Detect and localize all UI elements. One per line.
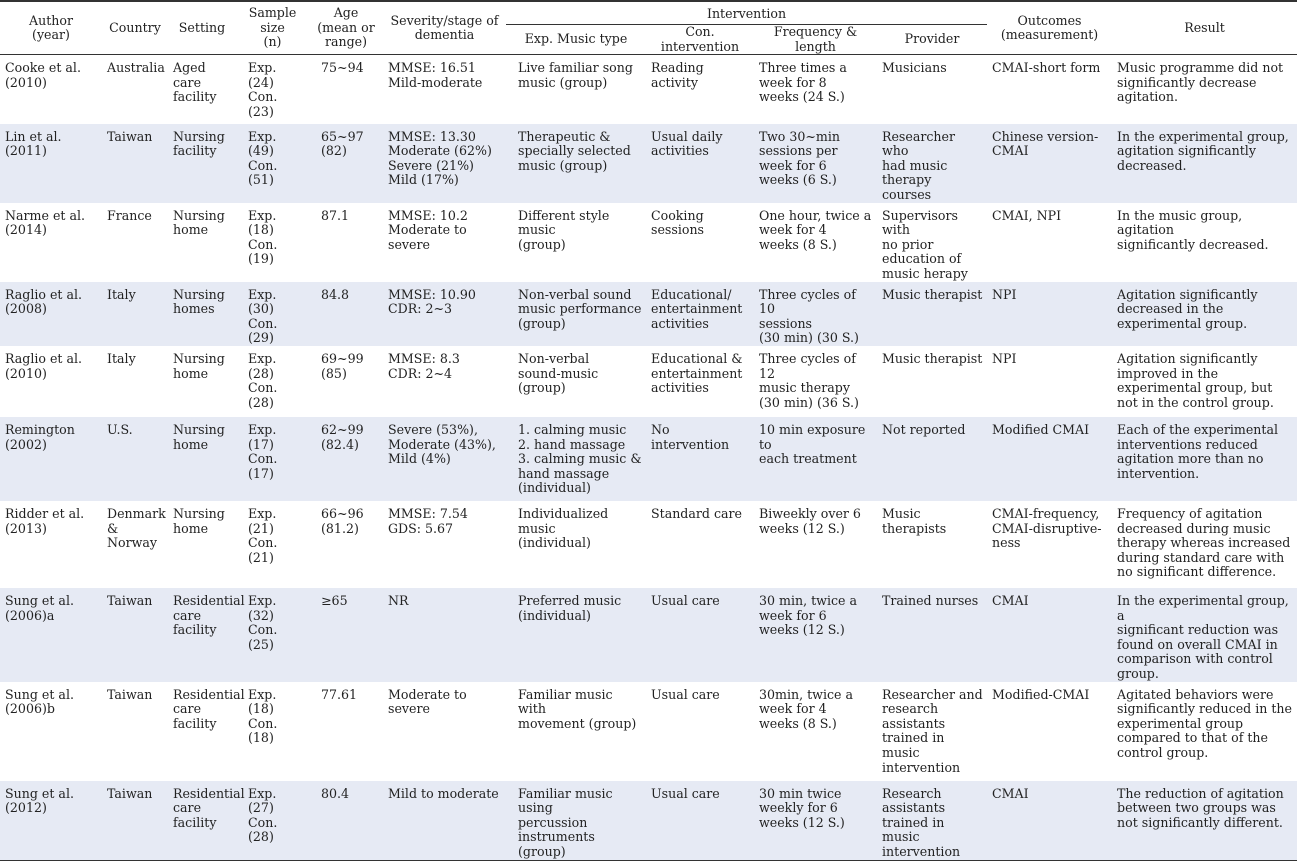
cell-country: Denmark & Norway [107, 506, 166, 551]
cell-frequency: 10 min exposure to each treatment [754, 417, 877, 501]
cell-outcomes: Chinese version- CMAI [987, 124, 1112, 203]
cell-con-intervention: Usual care [646, 588, 754, 682]
cell-con-intervention: Educational/ entertainment activities [646, 282, 754, 346]
table-row [0, 203, 1297, 282]
cell-severity: MMSE: 7.54 GDS: 5.67 [388, 506, 468, 536]
cell-country: Italy [102, 282, 168, 346]
cell-country: U.S. [102, 417, 168, 501]
cell-provider: Music therapists [882, 506, 947, 536]
cell-age: 84.8 [309, 282, 383, 346]
cell-severity: Severe (53%), Moderate (43%), Mild (4%) [383, 417, 506, 501]
header-con-intervention: Con. intervention [660, 24, 740, 54]
cell-sample-size: Exp. (28) Con. (28) [248, 351, 278, 410]
table-row [0, 781, 1297, 860]
cell-setting: Residential care facility [168, 781, 236, 860]
cell-age: ≥65 [309, 588, 383, 682]
cell-setting: Nursing home [173, 207, 225, 238]
cell-frequency: 30 min, twice a week for 6 weeks (12 S.) [754, 588, 877, 682]
cell-outcomes: CMAI, NPI [992, 207, 1062, 223]
header-country: Country [109, 19, 161, 35]
cell-provider: Music therapist [877, 282, 987, 346]
cell-country: Australia [107, 60, 165, 76]
cell-author: Sung et al. (2006)a [0, 588, 102, 682]
header-setting: Setting [178, 19, 226, 35]
cell-setting: Nursing facility [168, 124, 236, 203]
cell-author: Lin et al. (2011) [0, 124, 102, 203]
cell-result: Frequency of agitation decreased during music therapy whereas increased during standard care with no significant difference. [1117, 506, 1291, 580]
cell-provider: Research assistants trained in music intervention [877, 781, 987, 860]
cell-sample-size: Exp. (18) Con. (19) [248, 207, 278, 267]
cell-age: 69~99 (85) [321, 351, 364, 381]
cell-sample-size: Exp. (32) Con. (25) [236, 588, 309, 682]
cell-author: Remington (2002) [0, 417, 102, 501]
cell-country: Taiwan [107, 686, 153, 702]
cell-sample-size: Exp. (24) Con. (23) [248, 60, 278, 119]
cell-outcomes: CMAI [987, 588, 1112, 682]
cell-music-type: Live familiar song music (group) [518, 60, 633, 90]
cell-age: 75~94 [321, 60, 364, 76]
cell-result: In the music group, agitation significantly decreased. [1117, 207, 1269, 252]
table-row [0, 588, 1297, 682]
cell-result: Agitation significantly improved in the experimental group, but not in the control group. [1117, 351, 1274, 410]
cell-result: Each of the experimental interventions reduced agitation more than no intervention. [1112, 417, 1297, 501]
cell-provider: Researcher who had music therapy courses [877, 124, 987, 203]
cell-music-type: Preferred music (individual) [506, 588, 646, 682]
cell-sample-size: Exp. (21) Con. (21) [248, 506, 278, 565]
cell-frequency: 30min, twice a week for 4 weeks (8 S.) [759, 686, 853, 731]
cell-author: Raglio et al. (2008) [0, 282, 102, 346]
cell-severity: Moderate to severe [388, 686, 467, 717]
cell-country: Taiwan [102, 124, 168, 203]
cell-severity: MMSE: 16.51 Mild-moderate [388, 60, 483, 90]
cell-music-type: 1. calming music 2. hand massage 3. calming music & hand massage (individual) [506, 417, 646, 501]
cell-author: Sung et al. (2012) [0, 781, 102, 860]
cell-provider: Musicians [882, 60, 947, 76]
cell-country: Italy [107, 351, 136, 366]
table-row [0, 682, 1297, 781]
cell-music-type: Non-verbal sound music performance (group) [506, 282, 646, 346]
cell-author: Narme et al. (2014) [5, 207, 86, 238]
cell-con-intervention: Educational & entertainment activities [651, 351, 743, 396]
cell-outcomes: CMAI-short form [992, 60, 1101, 76]
cell-result: In the experimental group, a significant reduction was found on overall CMAI in comparison with control group. [1112, 588, 1297, 682]
table-row [0, 124, 1297, 203]
cell-age: 80.4 [309, 781, 383, 860]
cell-music-type: Different style music (group) [518, 207, 610, 252]
table-row [0, 501, 1297, 588]
cell-age: 66~96 (81.2) [321, 506, 364, 536]
cell-provider: Not reported [877, 417, 987, 501]
cell-outcomes: Modified-CMAI [992, 686, 1090, 702]
cell-con-intervention: Usual care [646, 781, 754, 860]
cell-setting: Aged care facility [173, 60, 217, 105]
cell-age: 65~97 (82) [309, 124, 383, 203]
cell-country: France [107, 207, 152, 223]
table-body [0, 55, 1297, 860]
cell-country: Taiwan [102, 588, 168, 682]
cell-music-type: Therapeutic & specially selected music (group) [506, 124, 646, 203]
cell-setting: Nursing home [168, 417, 236, 501]
table-row [0, 417, 1297, 501]
header-result: Result [1184, 19, 1225, 35]
cell-con-intervention: Usual daily activities [646, 124, 754, 203]
cell-severity: MMSE: 13.30 Moderate (62%) Severe (21%) Mild (17%) [383, 124, 506, 203]
cell-outcomes: NPI [987, 282, 1112, 346]
cell-author: Cooke et al. (2010) [5, 60, 81, 90]
cell-con-intervention: Usual care [651, 686, 720, 702]
cell-frequency: Three cycles of 12 music therapy (30 min) (36 S.) [759, 351, 859, 410]
header-author: Author (year) [29, 12, 73, 43]
table-header [0, 1, 1297, 55]
cell-sample-size: Exp. (27) Con. (28) [236, 781, 309, 860]
cell-outcomes: CMAI [987, 781, 1112, 860]
cell-result: Agitation significantly decreased in the experimental group. [1112, 282, 1297, 346]
cell-result: Music programme did not significantly decrease agitation. [1117, 60, 1284, 105]
cell-result: Agitated behaviors were significantly reduced in the experimental group compared to that of the control group. [1117, 686, 1292, 760]
cell-result: The reduction of agitation between two groups was not significantly different. [1112, 781, 1297, 860]
cell-provider: Researcher and research assistants trained in music intervention [882, 686, 983, 775]
cell-music-type: Individualized music (individual) [518, 506, 609, 551]
cell-author: Sung et al. (2006)b [5, 686, 74, 717]
cell-author: Ridder et al. (2013) [5, 506, 85, 536]
cell-sample-size: Exp. (18) Con. (18) [248, 686, 278, 746]
cell-provider: Trained nurses [877, 588, 987, 682]
cell-con-intervention: Cooking sessions [651, 207, 705, 238]
header-outcomes: Outcomes (measurement) [1000, 12, 1099, 43]
cell-setting: Residential care facility [168, 588, 236, 682]
cell-sample-size: Exp. (49) Con. (51) [236, 124, 309, 203]
cell-frequency: 30 min twice weekly for 6 weeks (12 S.) [754, 781, 877, 860]
cell-con-intervention: No intervention [646, 417, 754, 501]
header-sample-size: Sample size (n) [248, 5, 297, 50]
header-music-type: Exp. Music type [524, 31, 628, 47]
cell-outcomes: Modified CMAI [987, 417, 1112, 501]
header-age: Age (mean or range) [317, 5, 375, 50]
cell-setting: Residential care facility [173, 686, 245, 731]
cell-severity: NR [383, 588, 506, 682]
cell-music-type: Familiar music with movement (group) [518, 686, 637, 731]
cell-setting: Nursing home [173, 506, 225, 536]
cell-music-type: Non-verbal sound-music (group) [518, 351, 599, 396]
cell-country: Taiwan [102, 781, 168, 860]
cell-frequency: Three cycles of 10 sessions (30 min) (30 S.) [754, 282, 877, 346]
cell-frequency: Three times a week for 8 weeks (24 S.) [759, 60, 847, 105]
cell-age: 87.1 [321, 207, 350, 223]
cell-severity: MMSE: 8.3 CDR: 2~4 [388, 351, 460, 381]
cell-severity: MMSE: 10.2 Moderate to severe [388, 207, 468, 252]
cell-provider: Supervisors with no prior education of music herapy [882, 207, 968, 282]
cell-sample-size: Exp. (30) Con. (29) [236, 282, 309, 346]
cell-frequency: Biweekly over 6 weeks (12 S.) [759, 506, 861, 536]
cell-outcomes: NPI [992, 351, 1017, 366]
cell-outcomes: CMAI-frequency, CMAI-disruptive- ness [992, 506, 1102, 551]
header-provider: Provider [904, 31, 960, 47]
cell-severity: MMSE: 10.90 CDR: 2~3 [383, 282, 506, 346]
table-row [0, 346, 1297, 417]
cell-sample-size: Exp. (17) Con. (17) [236, 417, 309, 501]
cell-result: In the experimental group, agitation significantly decreased. [1112, 124, 1297, 203]
cell-author: Raglio et al. (2010) [5, 351, 83, 381]
cell-setting: Nursing home [173, 351, 225, 381]
table-row [0, 55, 1297, 124]
cell-age: 62~99 (82.4) [309, 417, 383, 501]
cell-frequency: Two 30~min sessions per week for 6 weeks (6 S.) [754, 124, 877, 203]
cell-setting: Nursing homes [168, 282, 236, 346]
cell-music-type: Familiar music using percussion instruments (group) [506, 781, 646, 860]
cell-con-intervention: Standard care [651, 506, 742, 521]
header-frequency: Frequency & length [773, 24, 858, 54]
cell-severity: Mild to moderate [383, 781, 506, 860]
cell-con-intervention: Reading activity [651, 60, 704, 90]
cell-frequency: One hour, twice a week for 4 weeks (8 S.) [759, 207, 872, 252]
cell-provider: Music therapist [882, 351, 983, 366]
cell-age: 77.61 [321, 686, 358, 702]
table-row [0, 282, 1297, 346]
header-severity: Severity/stage of dementia [390, 12, 499, 43]
header-intervention-group: Intervention [506, 1, 987, 25]
